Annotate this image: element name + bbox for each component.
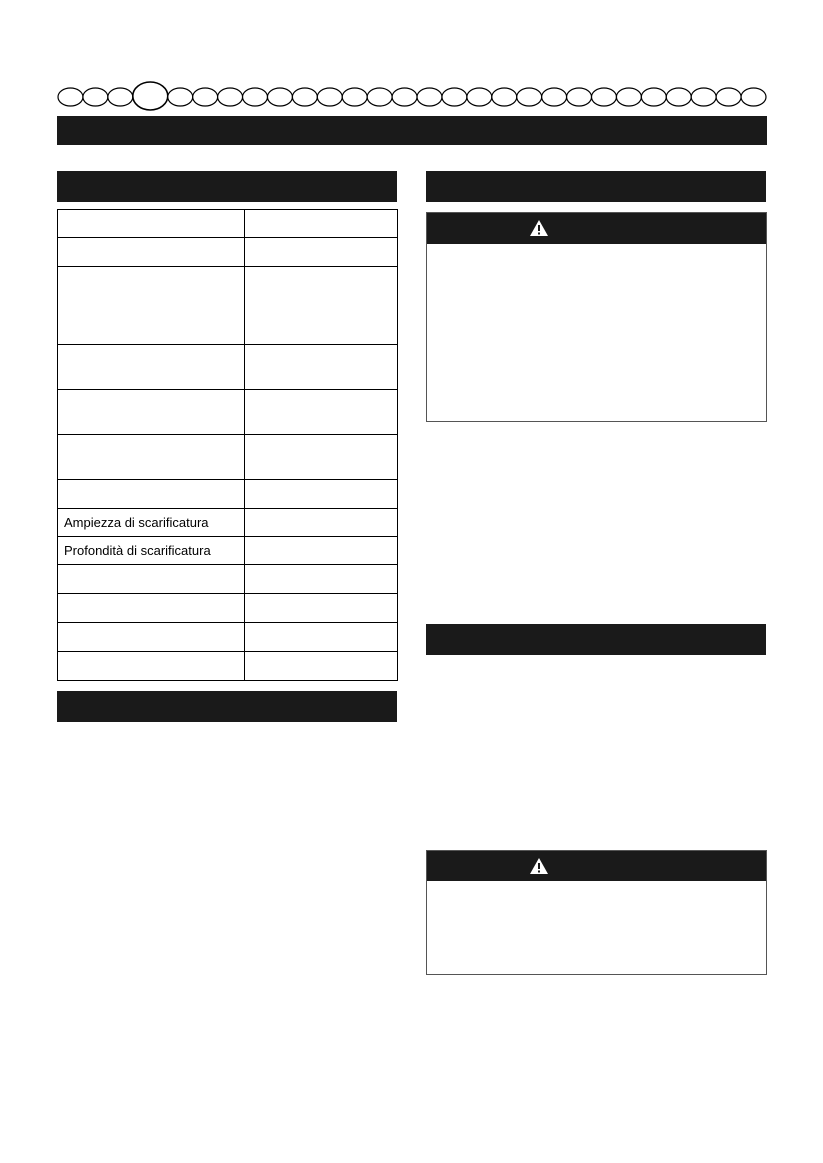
specifications-header-bar — [57, 171, 397, 202]
table-row — [58, 537, 398, 565]
table-row — [58, 210, 398, 238]
section-header-bar-right-1 — [426, 171, 766, 202]
language-tab[interactable] — [58, 88, 83, 106]
warning-header — [427, 851, 766, 881]
language-tab[interactable] — [442, 88, 467, 106]
table-row — [58, 345, 398, 390]
warning-box — [426, 212, 767, 422]
spec-value — [245, 565, 398, 594]
spec-value — [245, 345, 398, 390]
spec-value — [245, 435, 398, 480]
language-tab[interactable] — [641, 88, 666, 106]
language-tab[interactable] — [317, 88, 342, 106]
language-tab[interactable] — [292, 88, 317, 106]
spec-label — [58, 623, 245, 652]
language-tab[interactable] — [741, 88, 766, 106]
spec-value — [245, 238, 398, 267]
spec-label: Ampiezza di scarificatura — [58, 509, 245, 537]
table-row — [58, 267, 398, 345]
table-row — [58, 565, 398, 594]
spec-label — [58, 435, 245, 480]
spec-label — [58, 238, 245, 267]
language-tab[interactable] — [193, 88, 218, 106]
section-header-bar-left-2 — [57, 691, 397, 722]
language-tab[interactable] — [168, 88, 193, 106]
spec-value — [245, 509, 398, 537]
spec-value — [245, 480, 398, 509]
warning-box — [426, 850, 767, 975]
specifications-table — [57, 209, 398, 681]
language-tab[interactable] — [392, 88, 417, 106]
language-tab[interactable] — [83, 88, 108, 106]
spec-value — [245, 594, 398, 623]
table-row — [58, 652, 398, 681]
warning-triangle-icon — [529, 857, 549, 875]
spec-label: Profondità di scarificatura — [58, 537, 245, 565]
spec-label — [58, 345, 245, 390]
language-tab[interactable] — [567, 88, 592, 106]
page-title-bar — [57, 116, 767, 145]
spec-value — [245, 537, 398, 565]
language-tab[interactable] — [267, 88, 292, 106]
language-tab[interactable] — [542, 88, 567, 106]
spec-value — [245, 623, 398, 652]
language-tab-bar — [0, 0, 823, 115]
language-tab-selected[interactable] — [133, 82, 168, 110]
table-row — [58, 623, 398, 652]
spec-label — [58, 565, 245, 594]
language-tab[interactable] — [367, 88, 392, 106]
spec-label — [58, 480, 245, 509]
language-tab[interactable] — [417, 88, 442, 106]
language-tab[interactable] — [691, 88, 716, 106]
language-tab[interactable] — [716, 88, 741, 106]
table-row — [58, 594, 398, 623]
language-tab[interactable] — [616, 88, 641, 106]
table-row — [58, 435, 398, 480]
table-row — [58, 390, 398, 435]
language-tab[interactable] — [342, 88, 367, 106]
section-header-bar-right-2 — [426, 624, 766, 655]
spec-label — [58, 210, 245, 238]
spec-label — [58, 390, 245, 435]
warning-header — [427, 213, 766, 244]
spec-value — [245, 652, 398, 681]
language-tab[interactable] — [218, 88, 243, 106]
spec-value — [245, 390, 398, 435]
table-row — [58, 480, 398, 509]
language-tab[interactable] — [243, 88, 268, 106]
language-tab[interactable] — [592, 88, 617, 106]
language-tab[interactable] — [467, 88, 492, 106]
spec-label — [58, 594, 245, 623]
language-tab[interactable] — [517, 88, 542, 106]
table-row — [58, 509, 398, 537]
table-row — [58, 238, 398, 267]
spec-value — [245, 210, 398, 238]
warning-triangle-icon — [529, 219, 549, 237]
language-tab[interactable] — [108, 88, 133, 106]
spec-label — [58, 652, 245, 681]
spec-value — [245, 267, 398, 345]
language-tab[interactable] — [492, 88, 517, 106]
language-tab[interactable] — [666, 88, 691, 106]
spec-label — [58, 267, 245, 345]
